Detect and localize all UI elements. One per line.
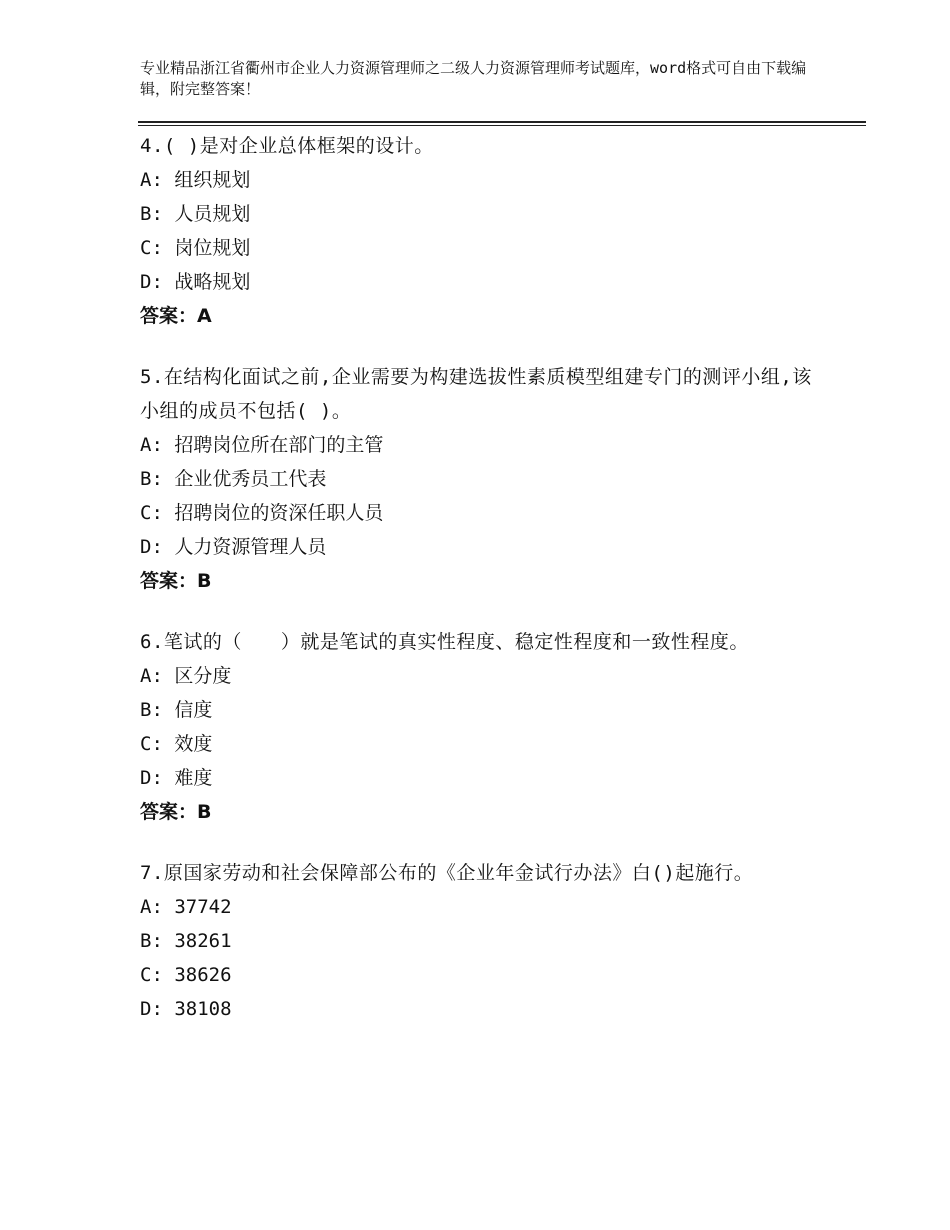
option-d: D: 人力资源管理人员 — [140, 536, 327, 558]
option-d: D: 38108 — [140, 998, 232, 1020]
option-c: C: 岗位规划 — [140, 237, 251, 259]
question-4 — [140, 129, 830, 333]
option-b: B: 38261 — [140, 930, 232, 952]
question-stem: 5.在结构化面试之前,企业需要为构建选拔性素质模型组建专门的测评小组,该小组的成员不包括( )。 — [140, 366, 812, 422]
question-7 — [140, 856, 830, 1026]
answer-label: 答案：A — [140, 305, 212, 327]
question-5 — [140, 360, 830, 598]
option-b: B: 人员规划 — [140, 203, 251, 225]
document-header: 专业精品浙江省衢州市企业人力资源管理师之二级人力资源管理师考试题库，word格式可自由下载编辑，附完整答案！ — [140, 59, 807, 98]
option-c: C: 效度 — [140, 733, 213, 755]
option-d: D: 难度 — [140, 767, 213, 789]
option-c: C: 招聘岗位的资深任职人员 — [140, 502, 384, 524]
question-6 — [140, 625, 830, 829]
option-c: C: 38626 — [140, 964, 232, 986]
answer-label: 答案：B — [140, 801, 212, 823]
header-rule-thin — [138, 125, 866, 126]
option-a: A: 招聘岗位所在部门的主管 — [140, 434, 384, 456]
question-stem: 6.笔试的（ ）就是笔试的真实性程度、稳定性程度和一致性程度。 — [140, 631, 749, 653]
question-stem: 4.( )是对企业总体框架的设计。 — [140, 135, 434, 157]
option-b: B: 信度 — [140, 699, 213, 721]
answer-label: 答案：B — [140, 570, 212, 592]
option-d: D: 战略规划 — [140, 271, 251, 293]
question-stem: 7.原国家劳动和社会保障部公布的《企业年金试行办法》白()起施行。 — [140, 862, 754, 884]
question-list — [140, 129, 830, 1053]
option-a: A: 组织规划 — [140, 169, 251, 191]
option-a: A: 37742 — [140, 896, 232, 918]
option-b: B: 企业优秀员工代表 — [140, 468, 327, 490]
header-rule-thick — [138, 121, 866, 123]
option-a: A: 区分度 — [140, 665, 232, 687]
